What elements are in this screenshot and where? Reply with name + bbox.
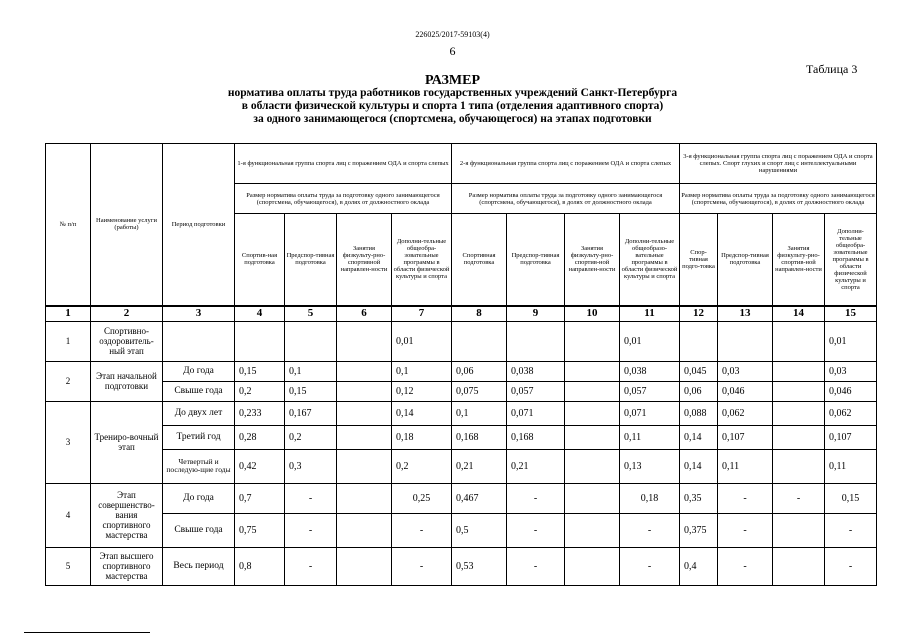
value-cell <box>337 321 392 361</box>
value-cell <box>507 321 565 361</box>
title-line-3: в области физической культуры и спорта 1 типа (отделения адаптивного спорта) <box>241 100 664 112</box>
value-cell: 0,071 <box>507 401 565 425</box>
service-name: Спортивно-оздоровитель-ный этап <box>91 321 163 361</box>
column-index: 15 <box>825 306 877 322</box>
column-index: 6 <box>337 306 392 322</box>
value-cell: 0,046 <box>825 381 877 401</box>
value-cell: 0,167 <box>285 401 337 425</box>
value-cell: 0,13 <box>620 449 680 483</box>
title-line-1: РАЗМЕР <box>424 73 480 88</box>
value-cell: 0,42 <box>235 449 285 483</box>
value-cell: 0,15 <box>235 361 285 381</box>
table-row <box>46 513 877 547</box>
value-cell: 0,467 <box>452 483 507 513</box>
table-row <box>46 381 877 401</box>
value-cell <box>565 361 620 381</box>
value-cell <box>718 321 773 361</box>
header-g2-additional: Дополни-тельные общеобразо-вательные программы в области физической культуры и спорта <box>620 214 680 306</box>
header-g1-presport: Предспор-тивная подготовка <box>285 214 337 306</box>
row-number: 2 <box>46 361 91 401</box>
value-cell: 0,14 <box>392 401 452 425</box>
value-cell: 0,2 <box>392 449 452 483</box>
value-cell: 0,088 <box>680 401 718 425</box>
value-cell: - <box>285 483 337 513</box>
value-cell <box>565 381 620 401</box>
value-cell: - <box>773 483 825 513</box>
value-cell: 0,1 <box>285 361 337 381</box>
value-cell: 0,168 <box>507 425 565 449</box>
value-cell: 0,14 <box>680 425 718 449</box>
row-number: 4 <box>46 483 91 547</box>
row-number: 1 <box>46 321 91 361</box>
column-index: 9 <box>507 306 565 322</box>
value-cell: 0,7 <box>235 483 285 513</box>
value-cell: - <box>507 513 565 547</box>
value-cell: 0,18 <box>392 425 452 449</box>
value-cell <box>773 401 825 425</box>
value-cell: 0,15 <box>285 381 337 401</box>
value-cell: 0,03 <box>718 361 773 381</box>
header-group-1: 1-я функциональная группа спорта лиц с поражением ОДА и спорта слепых <box>235 144 452 184</box>
column-index: 8 <box>452 306 507 322</box>
column-index: 13 <box>718 306 773 322</box>
period-cell: Свыше года <box>163 381 235 401</box>
value-cell: 0,53 <box>452 547 507 585</box>
table-row <box>46 483 877 513</box>
column-index: 2 <box>91 306 163 322</box>
header-group-3: 3-я функциональная группа спорта лиц с поражением ОДА и спорта слепых. Спорт глухих и спорт лиц с интеллектуальными нарушениями <box>680 144 877 184</box>
value-cell <box>565 425 620 449</box>
value-cell: - <box>718 547 773 585</box>
value-cell: 0,1 <box>452 401 507 425</box>
header-g2-fitness: Занятия физкульту-рно-спортив-ной направлен-ности <box>565 214 620 306</box>
header-period: Период подготовки <box>163 144 235 306</box>
column-index: 1 <box>46 306 91 322</box>
value-cell <box>680 321 718 361</box>
value-cell <box>285 321 337 361</box>
table-label: Таблица 3 <box>806 62 858 76</box>
header-g3-sport: Спор-тивная подго-товка <box>680 214 718 306</box>
value-cell: 0,168 <box>452 425 507 449</box>
value-cell <box>235 321 285 361</box>
header-g3-presport: Предспор-тивная подготовка <box>718 214 773 306</box>
value-cell: 0,057 <box>507 381 565 401</box>
value-cell: 0,35 <box>680 483 718 513</box>
value-cell: - <box>718 513 773 547</box>
value-cell: 0,233 <box>235 401 285 425</box>
value-cell <box>773 547 825 585</box>
value-cell: 0,057 <box>620 381 680 401</box>
title-line-2: норматива оплаты труда работников государственных учреждений Санкт-Петербурга <box>227 87 678 99</box>
title-line-4: за одного занимающегося (спортсмена, обучающегося) на этапах подготовки <box>253 113 652 125</box>
value-cell: - <box>825 513 877 547</box>
value-cell: 0,2 <box>285 425 337 449</box>
header-no: № п/п <box>46 144 91 306</box>
header-g1-sport: Спортив-ная подготовка <box>235 214 285 306</box>
value-cell <box>773 449 825 483</box>
header-g3-additional: Дополни-тельные общеобра-зовательные программы в области физической культуры и спорта <box>825 214 877 306</box>
value-cell: 0,046 <box>718 381 773 401</box>
value-cell: 0,06 <box>452 361 507 381</box>
header-g2-sport: Спортивная подготовка <box>452 214 507 306</box>
value-cell <box>452 321 507 361</box>
header-size-3: Размер норматива оплаты труда за подготовку одного занимающегося (спортсмена, обучающегося), в долях от должностного оклада <box>680 184 877 214</box>
value-cell: 0,15 <box>825 483 877 513</box>
service-name: Этап начальной подготовки <box>91 361 163 401</box>
value-cell <box>337 483 392 513</box>
value-cell <box>773 425 825 449</box>
value-cell: 0,14 <box>680 449 718 483</box>
value-cell: 0,3 <box>285 449 337 483</box>
value-cell: 0,038 <box>620 361 680 381</box>
value-cell: 0,107 <box>825 425 877 449</box>
value-cell <box>773 361 825 381</box>
value-cell: - <box>392 513 452 547</box>
value-cell: 0,06 <box>680 381 718 401</box>
value-cell: 0,12 <box>392 381 452 401</box>
service-name: Трениро-вочный этап <box>91 401 163 483</box>
value-cell: 0,01 <box>825 321 877 361</box>
value-cell: 0,11 <box>825 449 877 483</box>
value-cell <box>773 381 825 401</box>
value-cell: 0,11 <box>620 425 680 449</box>
norm-table <box>45 143 877 586</box>
footnote-divider <box>24 632 150 633</box>
header-group-2: 2-я функциональная группа спорта лиц с поражением ОДА и спорта слепых <box>452 144 680 184</box>
table-row <box>46 449 877 483</box>
value-cell: 0,2 <box>235 381 285 401</box>
column-index: 10 <box>565 306 620 322</box>
value-cell: - <box>825 547 877 585</box>
value-cell <box>565 401 620 425</box>
header-g1-fitness: Занятия физкульту-рно-спортивной направлен-ности <box>337 214 392 306</box>
value-cell: 0,01 <box>620 321 680 361</box>
value-cell: 0,25 <box>392 483 452 513</box>
header-size-1: Размер норматива оплаты труда за подготовку одного занимающегося (спортсмена, обучающегося), в долях от должностного оклада <box>235 184 452 214</box>
page-number: 6 <box>449 44 456 58</box>
value-cell: 0,03 <box>825 361 877 381</box>
value-cell: 0,375 <box>680 513 718 547</box>
value-cell: 0,062 <box>718 401 773 425</box>
row-number: 3 <box>46 401 91 483</box>
value-cell: 0,075 <box>452 381 507 401</box>
value-cell: - <box>285 547 337 585</box>
column-index-row <box>46 306 877 322</box>
value-cell: - <box>507 547 565 585</box>
period-cell: Третий год <box>163 425 235 449</box>
period-cell: Весь период <box>163 547 235 585</box>
service-name: Этап высшего спортивного мастерства <box>91 547 163 585</box>
period-cell: До года <box>163 361 235 381</box>
value-cell: 0,11 <box>718 449 773 483</box>
value-cell <box>565 449 620 483</box>
value-cell: 0,8 <box>235 547 285 585</box>
header-g3-fitness: Занятия физкульту-рно-спортив-ной направлен-ности <box>773 214 825 306</box>
row-number: 5 <box>46 547 91 585</box>
value-cell <box>337 425 392 449</box>
value-cell: - <box>285 513 337 547</box>
value-cell: 0,107 <box>718 425 773 449</box>
value-cell: 0,18 <box>620 483 680 513</box>
value-cell <box>773 513 825 547</box>
table-row <box>46 321 877 361</box>
value-cell: 0,071 <box>620 401 680 425</box>
value-cell: 0,062 <box>825 401 877 425</box>
header-g2-presport: Предспор-тивная подготовка <box>507 214 565 306</box>
value-cell <box>337 401 392 425</box>
value-cell: 0,4 <box>680 547 718 585</box>
value-cell: 0,038 <box>507 361 565 381</box>
value-cell: - <box>718 483 773 513</box>
column-index: 5 <box>285 306 337 322</box>
table-row <box>46 361 877 381</box>
value-cell <box>565 547 620 585</box>
value-cell <box>565 483 620 513</box>
value-cell: - <box>507 483 565 513</box>
value-cell: 0,21 <box>452 449 507 483</box>
value-cell: 0,21 <box>507 449 565 483</box>
value-cell: 0,28 <box>235 425 285 449</box>
header-g1-additional: Дополни-тельные общеобра-зовательные программы в области физической культуры и спорта <box>392 214 452 306</box>
value-cell: 0,5 <box>452 513 507 547</box>
header-size-2: Размер норматива оплаты труда за подготовку одного занимающегося (спортсмена, обучающегося), в долях от должностного оклада <box>452 184 680 214</box>
column-index: 14 <box>773 306 825 322</box>
period-cell <box>163 321 235 361</box>
period-cell: До двух лет <box>163 401 235 425</box>
column-index: 4 <box>235 306 285 322</box>
value-cell: - <box>392 547 452 585</box>
value-cell <box>337 547 392 585</box>
value-cell: - <box>620 547 680 585</box>
table-row <box>46 401 877 425</box>
value-cell: - <box>620 513 680 547</box>
document-id: 226025/2017-59103(4) <box>415 30 490 39</box>
column-index: 3 <box>163 306 235 322</box>
table-row <box>46 547 877 585</box>
value-cell <box>565 513 620 547</box>
value-cell <box>337 513 392 547</box>
period-cell: Свыше года <box>163 513 235 547</box>
header-service: Наименование услуги (работы) <box>91 144 163 306</box>
value-cell <box>337 361 392 381</box>
value-cell: 0,01 <box>392 321 452 361</box>
column-index: 11 <box>620 306 680 322</box>
column-index: 12 <box>680 306 718 322</box>
column-index: 7 <box>392 306 452 322</box>
value-cell: 0,1 <box>392 361 452 381</box>
service-name: Этап совершенство-вания спортивного мастерства <box>91 483 163 547</box>
table-row <box>46 425 877 449</box>
value-cell <box>337 449 392 483</box>
value-cell <box>773 321 825 361</box>
value-cell <box>337 381 392 401</box>
value-cell: 0,75 <box>235 513 285 547</box>
value-cell: 0,045 <box>680 361 718 381</box>
period-cell: До года <box>163 483 235 513</box>
period-cell: Четвертый и последую-щие годы <box>163 449 235 483</box>
value-cell <box>565 321 620 361</box>
document-title <box>0 74 905 126</box>
